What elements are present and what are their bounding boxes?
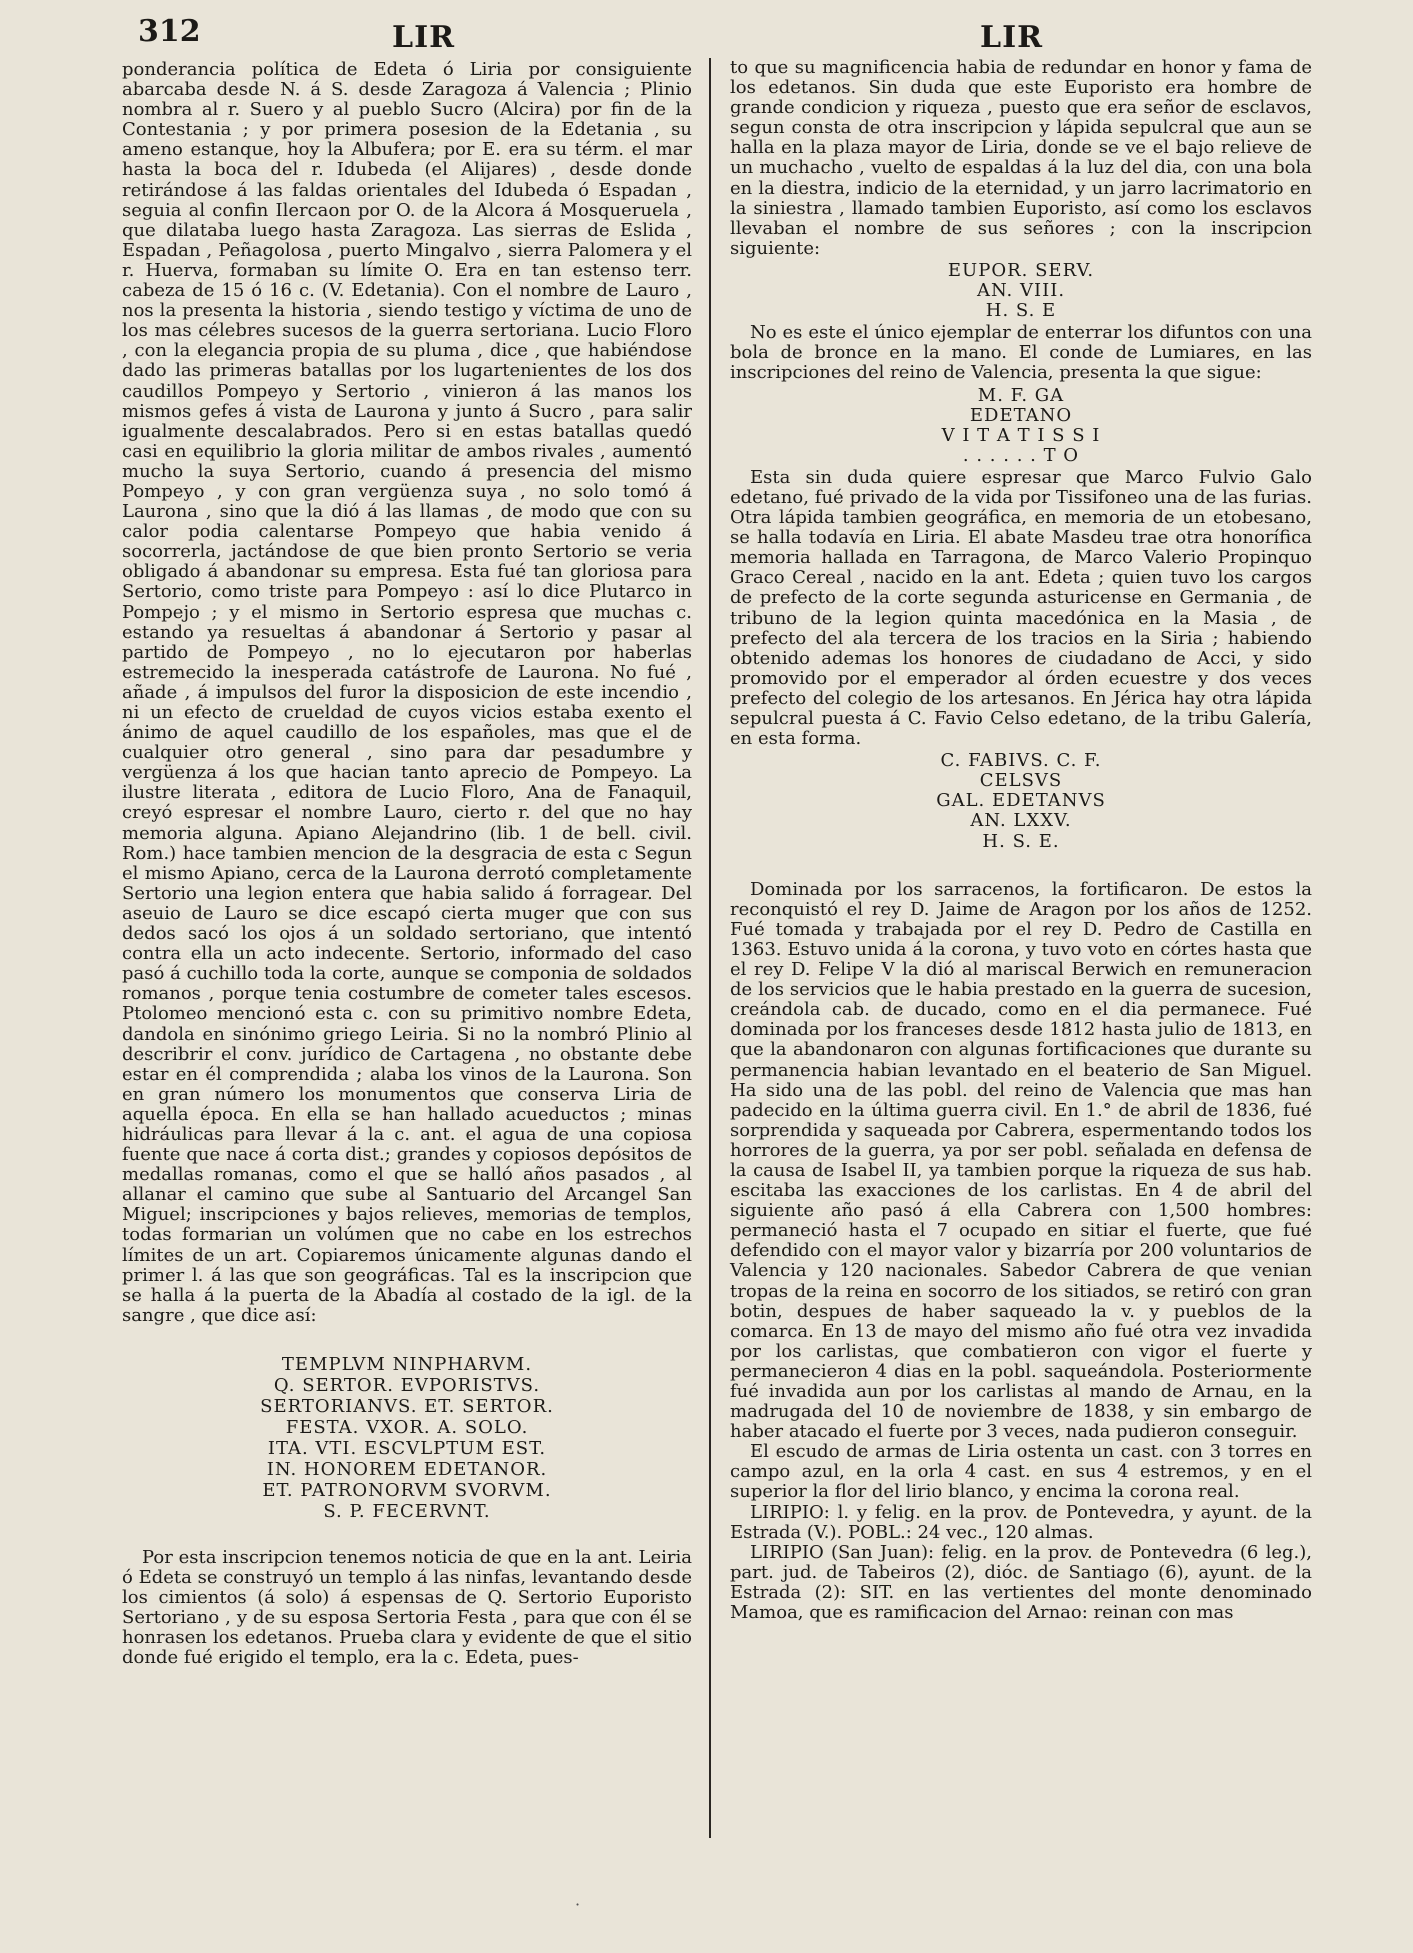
column-divider (709, 58, 711, 1838)
inscription-eupor (730, 261, 1312, 321)
inscription-line: . . . . . . T O (962, 444, 1080, 466)
inscription-line: V I T A T I S S I (941, 424, 1101, 446)
right-paragraph-1: to que su magnificencia habia de redundar en honor y fama de los edetanos. Sin duda que este Euporisto era hombre de grande condicion y riqueza , puesto que era señor de esclavos, segun consta de otra inscripcion y lápida sepulcral que aun se halla en la plaza mayor de Liria, donde se ve el bajo relieve de un muchacho , vuelto de espaldas á la luz del dia, con una bola en la diestra, indicio de la eternidad, y un jarro lacrimatorio en la siniestra , llamado tambien Euporisto, así como los esclavos llevaban el nombre de sus señores ; con la inscripcion siguiente: (730, 57, 1312, 259)
entry-liripio: LIRIPIO: l. y felig. en la prov. de Pontevedra, y ayunt. de la Estrada (V.). POBL.: 24 vec., 120 almas. (730, 1501, 1312, 1543)
inscription-line: IN. HONOREM EDETANOR. (266, 1458, 548, 1480)
left-paragraph-1: ponderancia política de Edeta ó Liria por consiguiente abarcaba desde N. á S. desde Zaragoza á Valencia ; Plinio nombra al r. Suero y al pueblo Sucro (Alcira) por fin de la Contestania ; y por primera posesion de la Edetania , su ameno estanque, hoy la Albufera; por E. era su térm. el mar hasta la boca del r. Idubeda (el Alijares) , desde donde retirándose á las faldas orientales del Idubeda ó Espadan , seguia al confin Ilercaon por O. de la Alcora á Mosqueruela , que dilataba luego hasta Zaragoza. Las sierras de Eslida , Espadan , Peñagolosa , puerto Mingalvo , sierra Palomera y el r. Huerva, formaban su límite O. Era en tan estenso terr. cabeza de 15 ó 16 c. (V. Edetania). Con el nombre de Lauro , nos la presenta la historia , siendo testigo y víctima de uno de los mas célebres sucesos de la guerra sertoriana. Lucio Floro , con la elegancia propia de su pluma , dice , que habiéndose dado las primeras batallas por los lugartenientes de los dos caudillos Pompeyo y Sertorio , vinieron á las manos los mismos gefes á vista de Laurona y junto á Sucro , para salir igualmente descalabrados. Pero si en estas batallas quedó casi en equilibrio la gloria militar de ambos rivales , aumentó mucho la suya Sertorio, cuando á presencia del mismo Pompeyo , y con gran vergüenza suya , no solo tomó á Laurona , sino que la dió á las llamas , de modo que con su calor podia calentarse Pompeyo que habia venido á socorrerla, jactándose de que bien pronto Sertorio se veria obligado á abandonar su empresa. Esta fué tan gloriosa para Sertorio, como triste para Pompeyo : así lo dice Plutarco in Pompejo ; y el mismo in Sertorio espresa que muchas c. estando ya resueltas á abandonar á Sertorio y pasar al partido de Pompeyo , no lo ejecutaron por haberlas estremecido la inesperada catástrofe de Laurona. No fué , añade , á impulsos del furor la disposicion de este incendio , ni un efecto de crueldad de cuyos vicios estaba exento el ánimo de aquel caudillo de los españoles, mas que el de cualquier otro general , sino para dar pesadumbre y vergüenza á los que hacian tanto aprecio de Pompeyo. La ilustre literata , editora de Lucio Floro, Ana de Fanaquil, creyó espresar el nombre Lauro, cierto r. del que no hay memoria alguna. Apiano Alejandrino (lib. 1 de bell. civil. Rom.) hace tambien mencion de la desgracia de esta c Segun el mismo Apiano, cerca de la Laurona derrotó completamente Sertorio una legion entera que habia salido á forragear. Del aseuio de Lauro se dice escapó cierta muger que con sus dedos sacó los ojos á un soldado sertoriano, que intentó contra ella un acto indecente. Sertorio, informado del caso pasó á cuchillo toda la corte, aunque se componia de soldados romanos , porque tenia costumbre de cometer tales escesos. Ptolomeo mencionó esta c. con su primitivo nombre Edeta, dandola en sinónimo griego Leiria. Si no la nombró Plinio al describrir el conv. jurídico de Cartagena , no obstante debe estar en él comprendida ; alaba los vinos de la Laurona. Son en gran número los monumentos que conserva Liria de aquella época. En ella se han hallado acueductos ; minas hidráulicas para llevar á la c. ant. el agua de una copiosa fuente que nace á corta dist.; grandes y copiosos depósitos de medallas romanas, como el que se halló años pasados , al allanar el camino que sube al Santuario del Arcangel San Miguel; inscripciones y bajos relieves, memorias de templos, todas formarian un volúmen que no cabe en los estrechos límites de un art. Copiaremos únicamente algunas dando el primer l. á las que son geográficas. Tal es la inscripcion que se halla á la puerta de la Abadía al costado de la igl. de la sangre , que dice así: (122, 59, 692, 1326)
inscription-line: S. P. FECERVNT. (323, 1500, 491, 1522)
inscription-line: M. F. GA (977, 384, 1065, 406)
inscription-line: Q. SERTOR. EVPORISTVS. (273, 1374, 541, 1396)
running-head-right: LIR (980, 20, 1044, 55)
right-column (730, 58, 1312, 1623)
inscription-line: ITA. VTI. ESCVLPTUM EST. (267, 1437, 547, 1459)
section-gap (730, 854, 1312, 880)
right-paragraph-5: El escudo de armas de Liria ostenta un cast. con 3 torres en campo azul, en la orla 4 cast. en sus 4 estremos, y en el superior la flor del lirio blanco, y encima la corona real. (730, 1441, 1312, 1503)
inscription-line: AN. LXXV. (970, 810, 1072, 832)
running-head-left: LIR (392, 20, 456, 55)
inscription-line: CELSVS (979, 770, 1063, 792)
inscription-line: C. FABIVS. C. F. (940, 750, 1102, 772)
inscription-line: FESTA. VXOR. A. SOLO. (285, 1416, 529, 1438)
inscription-line: H. S. E (985, 300, 1057, 322)
inscription-templum (122, 1354, 692, 1522)
inscription-line: TEMPLVM NINPHARVM. (281, 1353, 533, 1375)
inscription-edetano (730, 386, 1312, 466)
inscription-line: SERTORIANVS. ET. SERTOR. (260, 1395, 554, 1417)
inscription-fabius (730, 751, 1312, 851)
inscription-line: ET. PATRONORVM SVORVM. (262, 1479, 552, 1501)
right-paragraph-4: Dominada por los sarracenos, la fortificaron. De estos la reconquistó el rey D. Jaime de Aragon por los años de 1252. Fué tomada y trabajada por el rey D. Pedro de Castilla en 1363. Estuvo unida á la corona, y tuvo voto en córtes hasta que el rey D. Felipe V la dió al mariscal Berwich en remuneracion de los servicios que le habia prestado en la guerra de sucesion, creándola cab. de ducado, como en el dia permanece. Fué dominada por los franceses desde 1812 hasta julio de 1813, en que la abandonaron con algunas fortificaciones que durante su permanencia habian levantado en el beaterio de San Miguel. Ha sido una de las pobl. del reino de Valencia que mas han padecido en la última guerra civil. En 1.° de abril de 1836, fué sorprendida y saqueada por Cabrera, espermentando todos los horrores de la guerra, ya por ser pobl. señalada en defensa de la causa de Isabel II, ya tambien porque la riqueza de sus hab. escitaba las exacciones de los carlistas. En 4 de abril del siguiente año pasó á ella Cabrera con 1,500 hombres: permaneció hasta el 7 ocupado en sitiar el fuerte, que fué defendido con el mayor valor y bizarría por 200 voluntarios de Valencia y 120 nacionales. Sabedor Cabrera de que venian tropas de la reina en socorro de los sitiados, se retiró con gran botin, despues de haber saqueado la v. y pueblos de la comarca. En 13 de mayo del mismo año fué otra vez invadida por los carlistas, que combatieron con vigor el fuerte y permanecieron 4 dias en la pobl. saqueándola. Posteriormente fué invadida aun por los carlistas al mando de Arnau, en la madrugada del 10 de noviembre de 1838, y sin embargo de haber atacado el fuerte por 3 veces, nada pudieron conseguir. (730, 878, 1312, 1443)
inscription-line: AN. VIII. (976, 280, 1066, 302)
inscription-line: H. S. E. (982, 830, 1060, 852)
inscription-line: EDETANO (969, 404, 1073, 426)
inscription-line: GAL. EDETANVS (936, 790, 1106, 812)
left-paragraph-2: Por esta inscripcion tenemos noticia de que en la ant. Leiria ó Edeta se construyó un templo á las ninfas, levantando desde los cimientos (á solo) á espensas de Q. Sertorio Euporisto Sertoriano , y de su esposa Sertoria Festa , para que con él se honrasen los edetanos. Prueba clara y evidente de que el sitio donde fué erigido el templo, era la c. Edeta, pues- (122, 1546, 692, 1669)
page-number: 312 (138, 14, 201, 49)
right-paragraph-3: Esta sin duda quiere espresar que Marco Fulvio Galo edetano, fué privado de la vida por Tissifoneo una de las furias. Otra lápida tambien geográfica, en memoria de un etobesano, se halla todavía en Liria. El abate Masdeu trae otra honorífica memoria hallada en Tarragona, de Marco Valerio Propinquo Graco Cereal , nacido en la ant. Edeta ; quien tuvo los cargos de prefecto de la corte segunda asturicense en Germania , de tribuno de la legion quinta macedónica en la Masia , de prefecto del ala tercera de los tracios en la Siria ; habiendo obtenido ademas los honores de ciudadano de Acci, y sido promovido por el emperador al órden ecuestre y dos veces prefecto del colegio de los artesanos. En Jérica hay otra lápida sepulcral puesta á C. Favio Celso edetano, de la tribu Galería, en esta forma. (730, 466, 1312, 750)
right-paragraph-2: No es este el único ejemplar de enterrar los difuntos con una bola de bronce en la mano. El conde de Lumiares, en las inscripciones del reino de Valencia, presenta la que sigue: (730, 322, 1312, 384)
inscription-line: EUPOR. SERV. (947, 259, 1095, 281)
left-column (122, 60, 692, 1668)
print-speck: · (575, 1895, 581, 1914)
entry-liripio-san-juan: LIRIPIO (San Juan): felig. en la prov. de Pontevedra (6 leg.), part. jud. de Tabeiros (2), dióc. de Santiago (6), ayunt. de la Estrada (2): SIT. en las vertientes del monte denominado Mamoa, que es ramificacion del Arnao: reinan con mas (730, 1541, 1312, 1624)
